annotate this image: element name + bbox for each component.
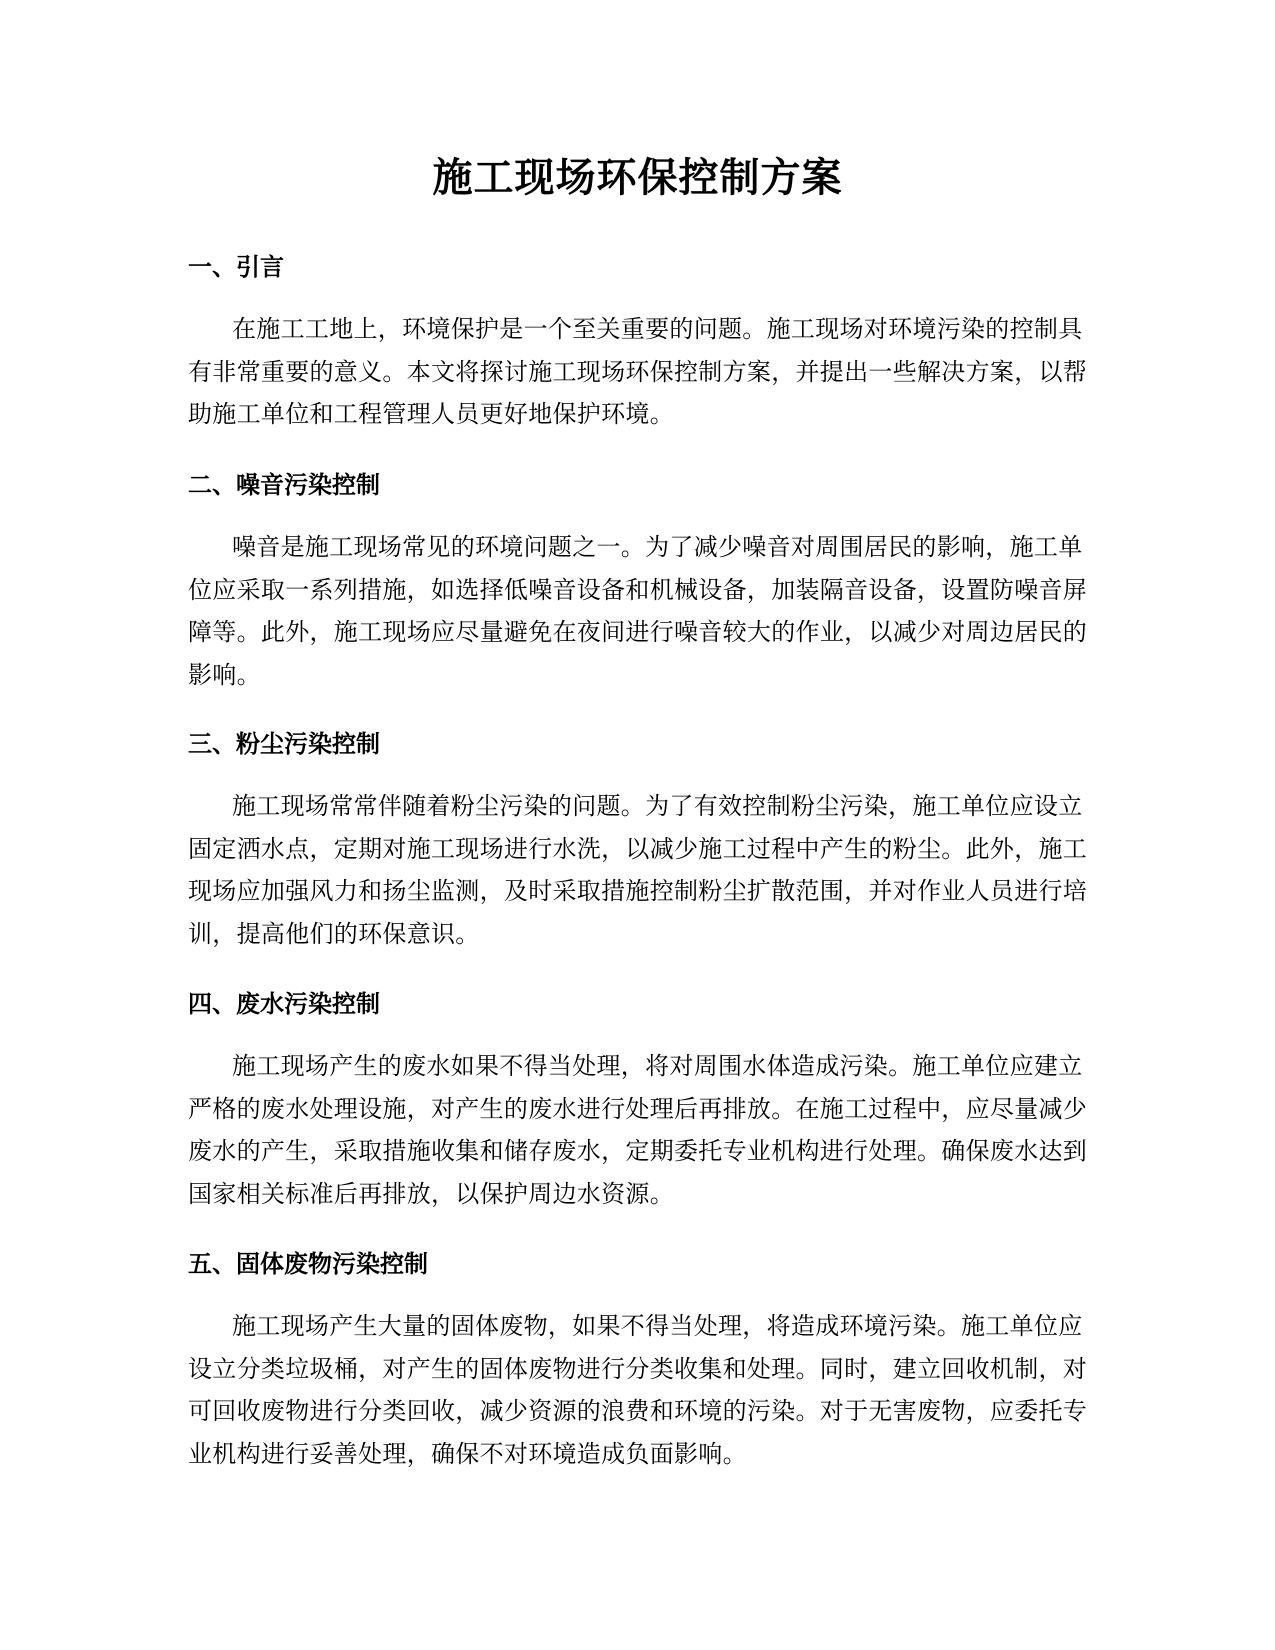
- section-paragraph: 在施工工地上，环境保护是一个至关重要的问题。施工现场对环境污染的控制具有非常重要的意义。本文将探讨施工现场环保控制方案，并提出一些解决方案，以帮助施工单位和工程管理人员更好地保护环境。: [188, 315, 1088, 428]
- section-heading: 三、粉尘污染控制: [188, 730, 380, 758]
- section-heading: 一、引言: [188, 253, 284, 281]
- section-wastewater-control: [188, 987, 1088, 1215]
- section-heading: 二、噪音污染控制: [188, 471, 380, 499]
- section-dust-control: [188, 727, 1088, 955]
- section-paragraph: 施工现场常常伴随着粉尘污染的问题。为了有效控制粉尘污染，施工单位应设立固定洒水点，定期对施工现场进行水洗，以减少施工过程中产生的粉尘。此外，施工现场应加强风力和扬尘监测，及时采取措施控制粉尘扩散范围，并对作业人员进行培训，提高他们的环保意识。: [188, 792, 1088, 948]
- section-solid-waste-control: [188, 1247, 1088, 1475]
- section-introduction: [188, 250, 1088, 436]
- section-paragraph: 施工现场产生大量的固体废物，如果不得当处理，将造成环境污染。施工单位应设立分类垃圾桶，对产生的固体废物进行分类收集和处理。同时，建立回收机制，对可回收废物进行分类回收，减少资源的浪费和环境的污染。对于无害废物，应委托专业机构进行妥善处理，确保不对环境造成负面影响。: [188, 1312, 1088, 1468]
- section-heading: 五、固体废物污染控制: [188, 1250, 428, 1278]
- section-paragraph: 噪音是施工现场常见的环境问题之一。为了减少噪音对周围居民的影响，施工单位应采取一系列措施，如选择低噪音设备和机械设备，加装隔音设备，设置防噪音屏障等。此外，施工现场应尽量避免在夜间进行噪音较大的作业，以减少对周边居民的影响。: [188, 533, 1088, 689]
- section-noise-control: [188, 468, 1088, 696]
- section-paragraph: 施工现场产生的废水如果不得当处理，将对周围水体造成污染。施工单位应建立严格的废水处理设施，对产生的废水进行处理后再排放。在施工过程中，应尽量减少废水的产生，采取措施收集和储存废水，定期委托专业机构进行处理。确保废水达到国家相关标准后再排放，以保护周边水资源。: [188, 1052, 1088, 1208]
- document-title: 施工现场环保控制方案: [432, 155, 843, 201]
- section-heading: 四、废水污染控制: [188, 990, 380, 1018]
